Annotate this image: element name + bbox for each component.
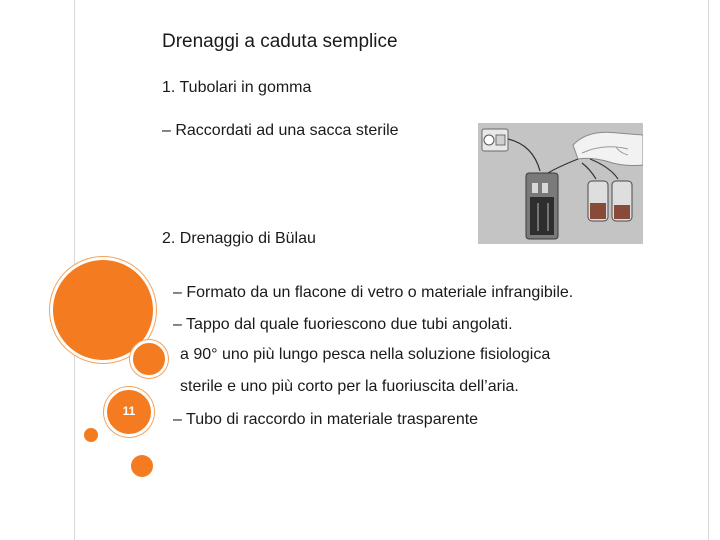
item-formato: – Formato da un flacone di vetro o materiale infrangibile. xyxy=(173,284,574,301)
decor-circle-medium xyxy=(130,340,168,378)
item-tubo: – Tubo di raccordo in materiale trasparente xyxy=(173,411,479,428)
item-angolo-line-1: a 90° uno più lungo pesca nella soluzione fisiologica xyxy=(180,346,551,363)
slide-title: Drenaggi a caduta semplice xyxy=(162,31,398,52)
drainage-apparatus-photo xyxy=(478,123,643,244)
slide-number: 11 xyxy=(104,387,154,437)
item-raccordati: – Raccordati ad una sacca sterile xyxy=(162,122,399,139)
item-bulau: 2. Drenaggio di Bülau xyxy=(162,230,316,247)
item-tappo: – Tappo dal quale fuoriescono due tubi angolati. xyxy=(173,316,513,333)
decor-circle-small-bottom xyxy=(131,455,153,477)
item-angolo-line-2: sterile e uno più corto per la fuoriuscita dell’aria. xyxy=(180,378,519,395)
decor-line-right xyxy=(708,0,709,540)
item-tubolari: 1. Tubolari in gomma xyxy=(162,79,312,96)
decor-circle-small-left xyxy=(84,428,98,442)
